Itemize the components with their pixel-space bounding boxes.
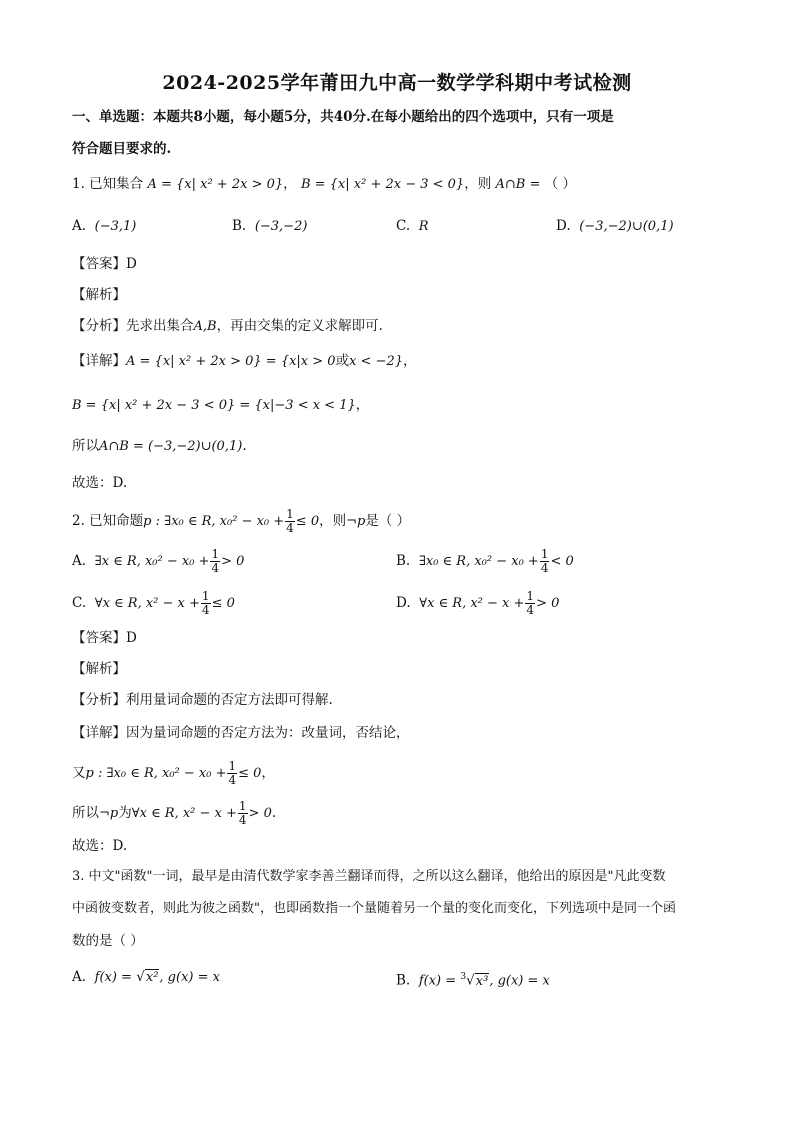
option-math: ∀x ∈ R, x² − x + [419,596,525,611]
detail-text: 所以 [72,805,99,821]
question-3-line-2: 中函彼变数者，则此为彼之函数"，也即函数指一个量随着另一个量的变化而变化，下列选项中是同一个函 [72,901,676,916]
detail-text: 又 [72,765,86,781]
fenxi-math: A,B [193,319,217,334]
detail-comma: ， [403,353,417,369]
frac-num: 1 [228,759,237,773]
detail-math: A = {x| x² + 2x > 0} = {x|x > 0 [126,354,336,369]
frac-num: 1 [540,547,549,561]
answer-tag: 【答案】 [72,256,126,272]
question-3-line-3: 数的是（ ） [72,933,144,949]
q1-fenxi [72,316,383,337]
detail-comma: ， [261,765,275,781]
detail-math-2: > 0 [248,806,272,821]
q2-analysis-tag: 【解析】 [72,661,126,677]
detail-period: . [242,438,247,454]
option-math-post: , g(x) = x [489,973,550,989]
frac-num: 1 [526,589,535,603]
q2-neg-p: ¬p [346,514,366,529]
option-label: B. [396,553,411,569]
frac-num: 1 [211,547,220,561]
option-math-post: ≤ 0 [211,596,235,611]
radicand: x³ [475,973,489,989]
question-3-line-1: 3. 中文"函数"一词，最早是由清代数学家李善兰翻译而得，之所以这么翻译，他给出的原因是"凡此变数 [72,869,666,884]
q2-option-b [396,548,574,575]
q2-detail-2 [72,760,275,787]
frac-num: 1 [238,799,247,813]
option-math: ∃x₀ ∈ R, x₀² − x₀ + [418,554,539,569]
frac-den: 4 [540,561,549,575]
detail-neg-p: ¬p [99,806,119,821]
q3-option-b: B. f(x) = $^3$√x³, g(x) = x [396,972,550,989]
q1-separator: ， [283,176,297,192]
section-header-cont: 符合题目要求的. [72,141,172,157]
q2-stem-then: ，则 [319,513,347,529]
fenxi-text: 利用量词命题的否定方法即可得解. [126,692,333,708]
q1-option-c [396,216,429,237]
q2-option-d [396,590,559,617]
option-value: (−3,1) [94,219,137,234]
frac-den: 4 [201,603,210,617]
q1-option-d [556,216,674,237]
detail-wei: 为 [118,805,132,821]
q1-analysis-tag: 【解析】 [72,287,126,303]
q1-detail-1 [72,351,417,372]
question-1-stem [72,174,576,195]
q2-option-c [72,590,235,617]
frac-num: 1 [201,589,210,603]
option-math: ∃x ∈ R, x₀² − x₀ + [94,554,210,569]
q2-stem-text: 2. 已知命题 [72,513,144,529]
fenxi-text-end: ，再由交集的定义求解即可. [216,318,383,334]
q2-stem-end: 是（ ） [365,513,411,529]
detail-tag: 【详解】 [72,353,126,369]
detail-period: . [271,805,277,821]
q1-set-b: B = {x| x² + 2x − 3 < 0} [300,177,465,192]
frac-den: 4 [526,603,535,617]
q1-answer [72,254,137,274]
detail-text: 因为量词命题的否定方法为：改量词，否结论， [126,725,410,741]
option-label: D. [556,218,571,234]
option-label: C. [396,218,411,234]
q2-stem-math-2: ≤ 0 [295,514,320,529]
root-index: 3 [460,972,467,982]
q2-option-a [72,548,244,575]
frac-den: 4 [211,561,220,575]
option-label: D. [396,595,411,611]
option-math-post: < 0 [550,554,574,569]
fraction [525,590,535,617]
q2-detail-1 [72,723,410,743]
option-math-post: > 0 [536,596,560,611]
option-value: (−3,−2) [254,219,308,234]
answer-value: D [126,630,137,646]
detail-math: A∩B = (−3,−2)∪(0,1) [99,439,243,454]
q1-detail-2 [72,395,369,416]
detail-math-end: x < −2} [349,354,403,369]
option-label: A. [72,969,87,985]
q2-answer [72,628,137,648]
fraction [227,760,237,787]
q1-detail-3 [72,436,247,457]
detail-text: 所以 [72,438,99,454]
q1-ask: ，则 [464,176,492,192]
option-value: R [418,219,429,234]
answer-tag: 【答案】 [72,630,126,646]
fraction [210,548,220,575]
option-math: f(x) = [418,973,457,989]
option-label: C. [72,595,87,611]
option-value: (−3,−2)∪(0,1) [579,219,674,234]
radicand: x² [145,970,159,985]
option-math-post: , g(x) = x [159,970,220,985]
q2-fenxi [72,690,333,710]
frac-den: 4 [228,773,237,787]
section-header: 一、单选题：本题共8小题，每小题5分，共40分.在每小题给出的四个选项中，只有一项是 [72,109,614,125]
option-math: f(x) = [94,970,132,985]
frac-den: 4 [286,521,294,535]
q1-option-b [232,216,307,237]
fraction [201,590,211,617]
option-label: B. [232,218,247,234]
page-title: 2024-2025学年莆田九中高一数学学科期中考试检测 [162,72,632,94]
q3-option-a: A. f(x) = √x², g(x) = x [72,969,220,985]
detail-math: B = {x| x² + 2x − 3 < 0} = {x|−3 < x < 1} [72,398,356,413]
fraction [540,548,550,575]
detail-math-2: ≤ 0 [238,766,262,781]
answer-value: D [126,256,137,272]
question-2-stem [72,508,410,535]
fenxi-text: 先求出集合 [126,318,194,334]
q2-choose: 故选：D. [72,838,128,854]
fenxi-tag: 【分析】 [72,318,126,334]
option-math: ∀x ∈ R, x² − x + [94,596,200,611]
q1-choose: 故选：D. [72,475,128,491]
detail-or: 或 [335,353,350,369]
option-label: B. [396,972,411,989]
option-label: A. [72,553,87,569]
fenxi-tag: 【分析】 [72,692,126,708]
detail-math: p : ∃x₀ ∈ R, x₀² − x₀ + [85,766,227,781]
detail-math: ∀x ∈ R, x² − x + [131,806,237,821]
fraction [285,508,295,535]
frac-num: 1 [286,507,294,521]
frac-den: 4 [238,813,247,827]
q1-option-a [72,216,136,237]
q1-ask-expr: A∩B = [495,177,541,192]
q1-set-a: A = {x| x² + 2x > 0} [147,177,284,192]
option-math-post: > 0 [221,554,245,569]
option-label: A. [72,218,87,234]
q2-detail-3 [72,800,276,827]
q1-stem-text: 1. 已知集合 [72,176,144,192]
fraction [238,800,248,827]
q1-paren: （ ） [544,176,576,192]
q2-stem-math: p : ∃x₀ ∈ R, x₀² − x₀ + [143,514,285,529]
detail-tag: 【详解】 [72,725,126,741]
detail-comma: ， [355,397,370,413]
